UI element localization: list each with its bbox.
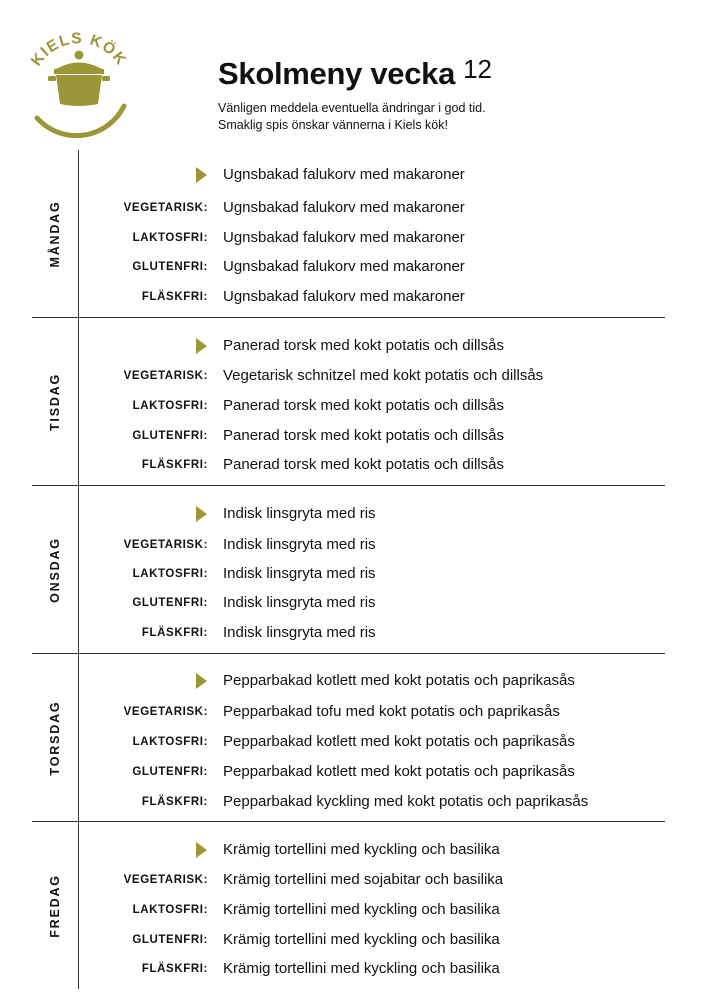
header-subtitle (218, 100, 492, 134)
diet-label: LAKTOSFRI: (132, 400, 208, 412)
day-name: TORSDAG (48, 700, 62, 775)
main-dish: Ugnsbakad falukorv med makaroner (223, 166, 465, 183)
diet-dish: Indisk linsgryta med ris (223, 536, 376, 553)
diet-dish: Indisk linsgryta med ris (223, 594, 376, 611)
diet-label: VEGETARISK: (123, 706, 208, 718)
main-dish-row (32, 165, 665, 185)
diet-label: GLUTENFRI: (132, 766, 208, 778)
diet-row-laktosfri (32, 564, 665, 584)
weekly-menu (32, 150, 665, 987)
week-number: 12 (463, 54, 492, 84)
diet-label: LAKTOSFRI: (132, 568, 208, 580)
day-block-tisdag (32, 318, 665, 486)
diet-label: FLÄSKFRI: (141, 796, 208, 808)
diet-dish: Ugnsbakad falukorv med makaroner (223, 258, 465, 275)
main-dish: Panerad torsk med kokt potatis och dillsås (223, 337, 504, 354)
diet-row-flaskfri (32, 792, 665, 812)
diet-row-flaskfri (32, 287, 665, 307)
diet-dish: Krämig tortellini med kyckling och basilika (223, 960, 500, 977)
diet-label: VEGETARISK: (123, 370, 208, 382)
diet-row-laktosfri (32, 900, 665, 920)
diet-row-vegetarisk (32, 366, 665, 386)
diet-dish: Panerad torsk med kokt potatis och dillsås (223, 427, 504, 444)
main-dish-row (32, 504, 665, 524)
diet-label: GLUTENFRI: (132, 430, 208, 442)
diet-label: FLÄSKFRI: (141, 627, 208, 639)
diet-row-glutenfri (32, 426, 665, 446)
diet-dish: Indisk linsgryta med ris (223, 565, 376, 582)
diet-label: VEGETARISK: (123, 202, 208, 214)
diet-label: GLUTENFRI: (132, 934, 208, 946)
diet-dish: Indisk linsgryta med ris (223, 624, 376, 641)
cooking-pot-icon (48, 51, 110, 107)
main-dish: Pepparbakad kotlett med kokt potatis och paprikasås (223, 672, 575, 689)
diet-row-flaskfri (32, 455, 665, 475)
day-block-mandag (32, 150, 665, 318)
diet-row-glutenfri (32, 930, 665, 950)
arrow-right-icon (196, 506, 207, 522)
diet-dish: Panerad torsk med kokt potatis och dillsås (223, 397, 504, 414)
diet-dish: Ugnsbakad falukorv med makaroner (223, 199, 465, 216)
diet-row-vegetarisk (32, 198, 665, 218)
diet-dish: Pepparbakad tofu med kokt potatis och paprikasås (223, 703, 560, 720)
diet-label: GLUTENFRI: (132, 597, 208, 609)
diet-dish: Panerad torsk med kokt potatis och dillsås (223, 456, 504, 473)
diet-label: LAKTOSFRI: (132, 736, 208, 748)
diet-row-glutenfri (32, 762, 665, 782)
arrow-right-icon (196, 673, 207, 689)
arrow-right-icon (196, 842, 207, 858)
day-block-onsdag (32, 486, 665, 654)
subtitle-line-2: Smaklig spis önskar vännerna i Kiels kök! (218, 118, 448, 132)
day-name: TISDAG (48, 372, 62, 431)
diet-row-vegetarisk (32, 870, 665, 890)
day-block-fredag (32, 822, 665, 989)
diet-row-laktosfri (32, 396, 665, 416)
day-name: FREDAG (48, 873, 62, 938)
main-dish-row (32, 336, 665, 356)
diet-row-vegetarisk (32, 702, 665, 722)
logo-text: KIELS KÖK (27, 30, 131, 70)
main-dish-row (32, 671, 665, 691)
main-dish: Krämig tortellini med kyckling och basilika (223, 841, 500, 858)
diet-label: GLUTENFRI: (132, 261, 208, 273)
diet-dish: Ugnsbakad falukorv med makaroner (223, 288, 465, 305)
diet-row-glutenfri (32, 257, 665, 277)
diet-label: LAKTOSFRI: (132, 904, 208, 916)
diet-label: FLÄSKFRI: (141, 291, 208, 303)
header (218, 56, 492, 134)
diet-dish: Ugnsbakad falukorv med makaroner (223, 229, 465, 246)
diet-label: LAKTOSFRI: (132, 232, 208, 244)
subtitle-line-1: Vänligen meddela eventuella ändringar i god tid. (218, 101, 486, 115)
day-name: ONSDAG (48, 536, 62, 603)
diet-dish: Vegetarisk schnitzel med kokt potatis och dillsås (223, 367, 544, 384)
diet-dish: Krämig tortellini med kyckling och basilika (223, 931, 500, 948)
day-block-torsdag (32, 654, 665, 822)
kiels-kok-logo (20, 20, 138, 138)
main-dish-row (32, 840, 665, 860)
diet-dish: Pepparbakad kotlett med kokt potatis och paprikasås (223, 733, 575, 750)
diet-row-laktosfri (32, 732, 665, 752)
diet-row-glutenfri (32, 593, 665, 613)
diet-dish: Pepparbakad kyckling med kokt potatis och paprikasås (223, 793, 589, 810)
diet-label: FLÄSKFRI: (141, 459, 208, 471)
arrow-right-icon (196, 167, 207, 183)
diet-label: VEGETARISK: (123, 539, 208, 551)
diet-label: VEGETARISK: (123, 874, 208, 886)
diet-row-flaskfri (32, 959, 665, 979)
arrow-right-icon (196, 338, 207, 354)
page-title: Skolmeny vecka (218, 56, 456, 91)
diet-label: FLÄSKFRI: (141, 963, 208, 975)
diet-dish: Krämig tortellini med sojabitar och basilika (223, 871, 504, 888)
diet-row-flaskfri (32, 623, 665, 643)
diet-dish: Krämig tortellini med kyckling och basilika (223, 901, 500, 918)
diet-dish: Pepparbakad kotlett med kokt potatis och paprikasås (223, 763, 575, 780)
day-name: MÅNDAG (48, 199, 62, 268)
main-dish: Indisk linsgryta med ris (223, 505, 376, 522)
diet-row-laktosfri (32, 228, 665, 248)
diet-row-vegetarisk (32, 535, 665, 555)
